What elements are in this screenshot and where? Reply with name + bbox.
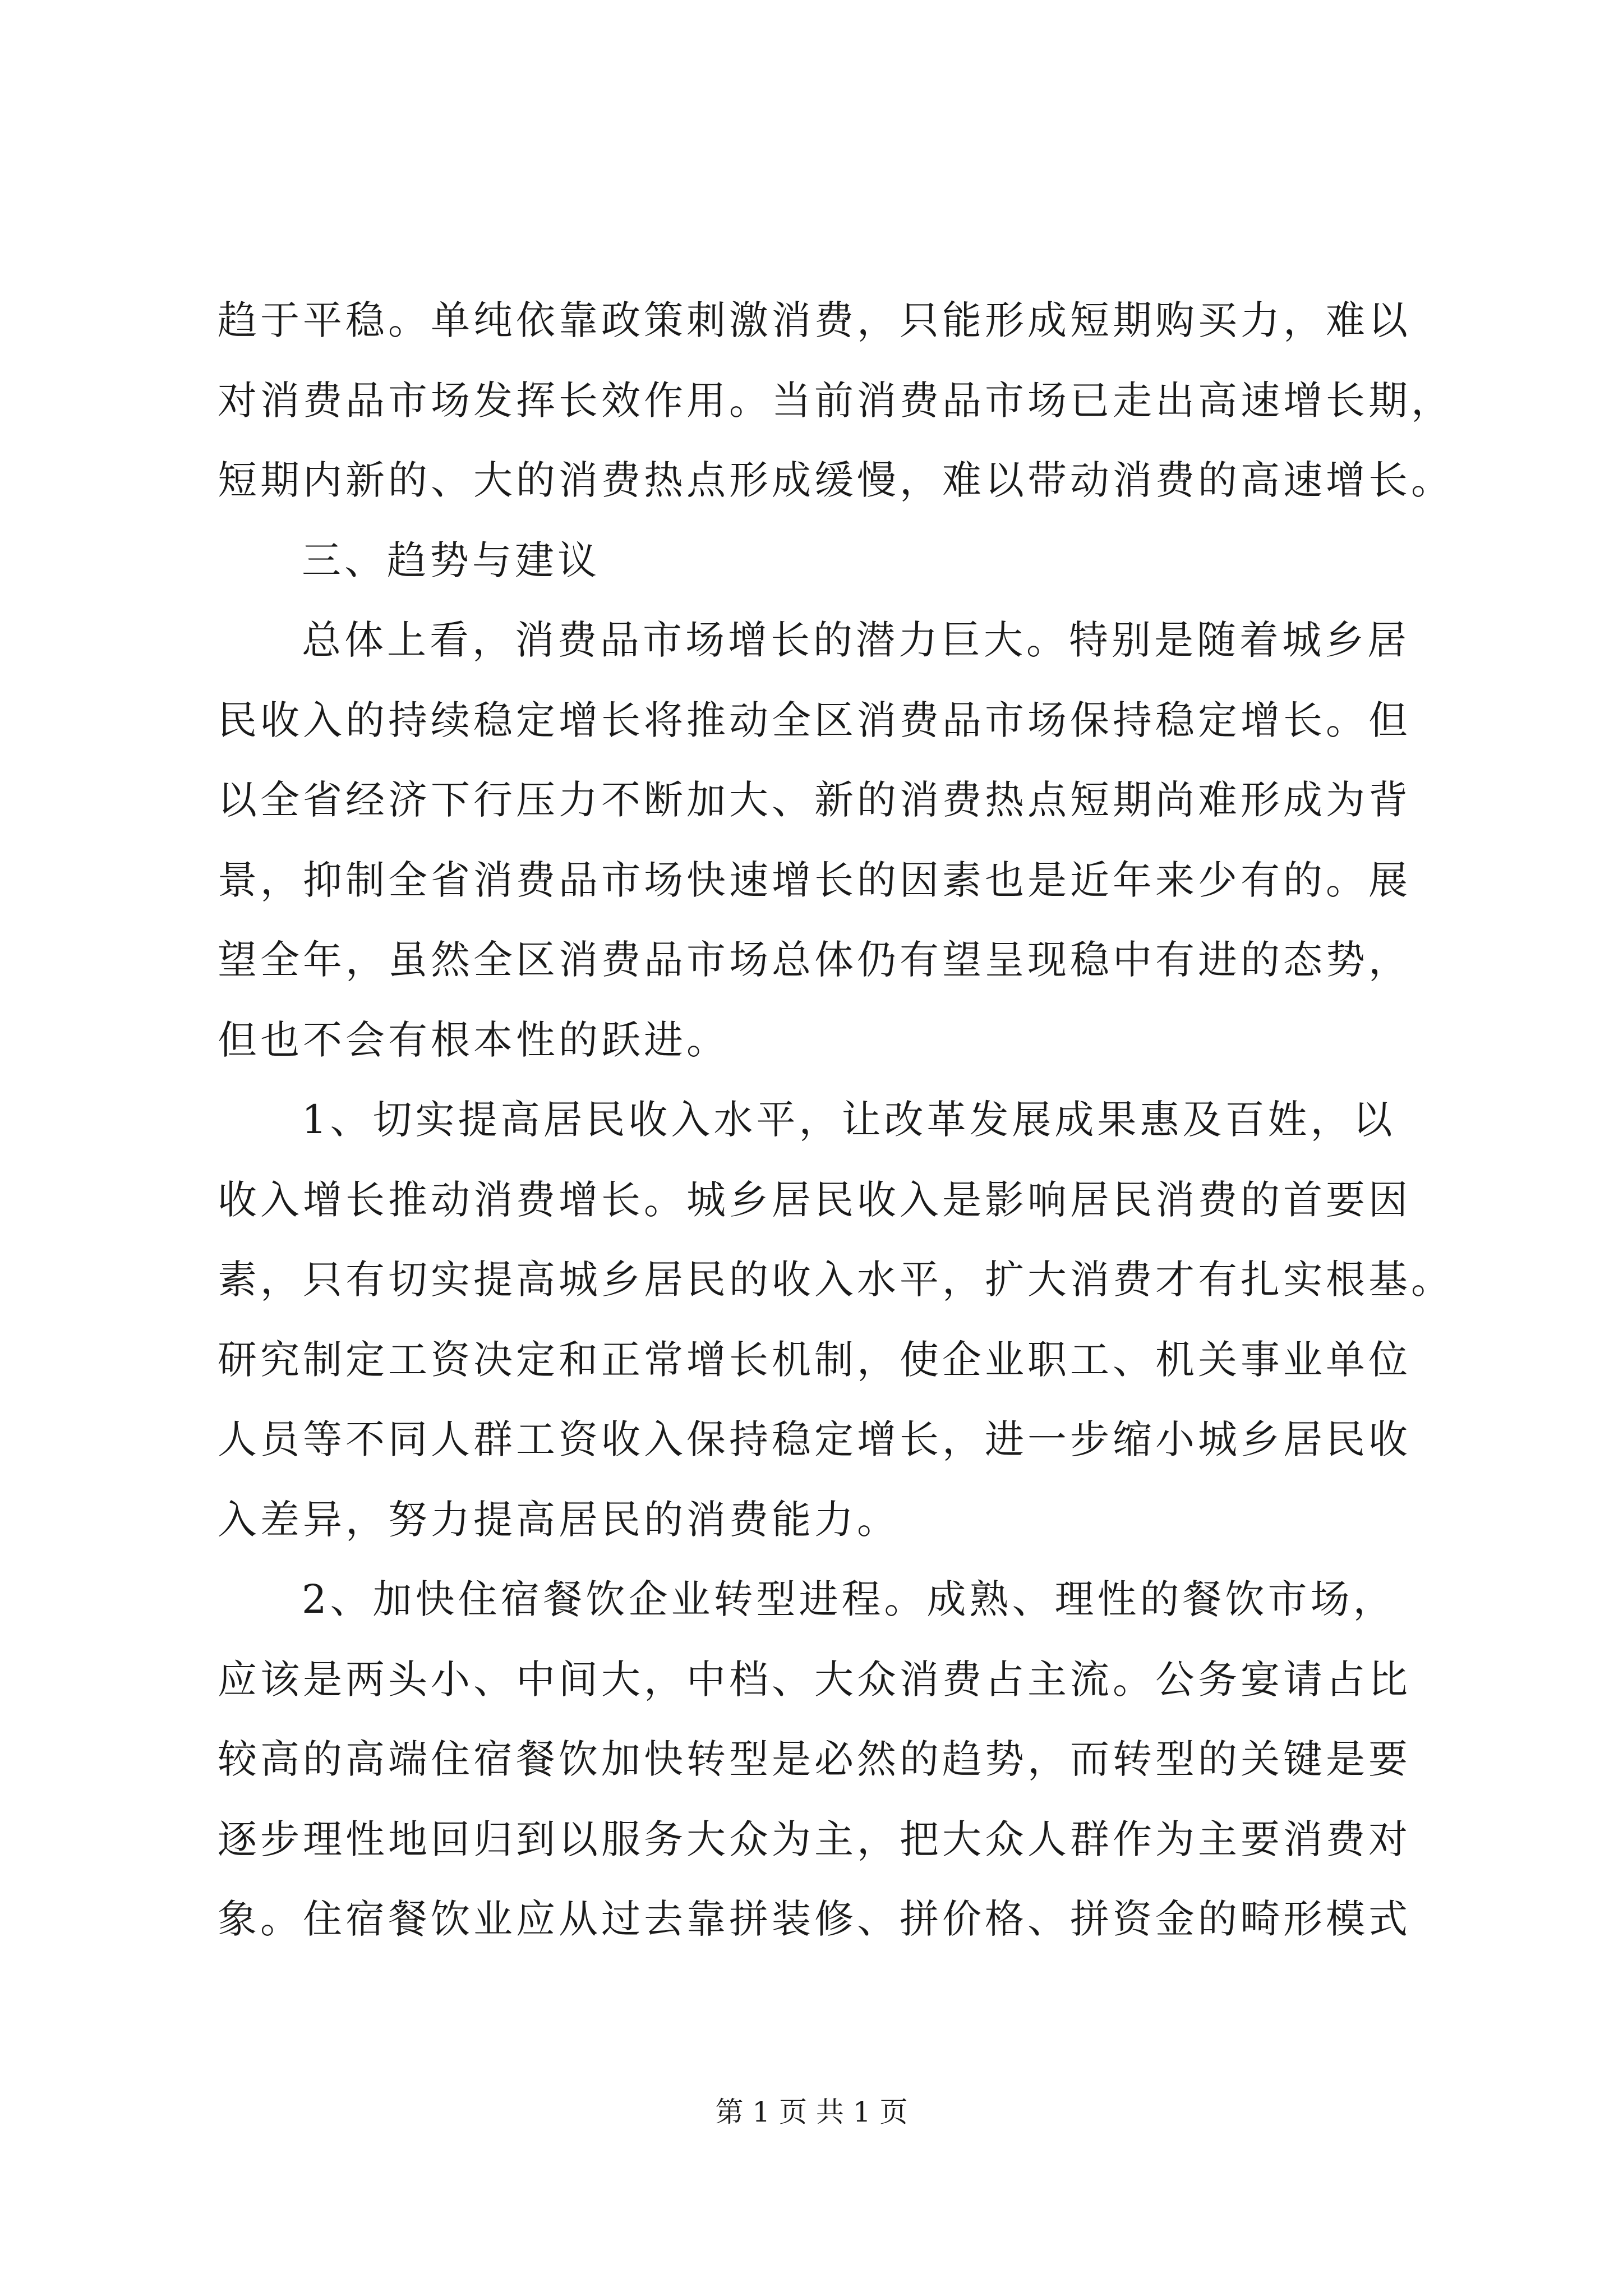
text-line: 象。住宿餐饮业应从过去靠拼装修、拼价格、拼资金的畸形模式 <box>218 1896 1411 1942</box>
text-line: 以全省经济下行压力不断加大、新的消费热点短期尚难形成为背 <box>218 777 1411 823</box>
page-footer <box>0 2095 1623 2129</box>
body-text <box>218 280 1479 1959</box>
text-line: 但也不会有根本性的跃进。 <box>218 1016 729 1063</box>
text-line: 1、切实提高居民收入水平，让改革发展成果惠及百姓，以 <box>302 1097 1396 1143</box>
text-line: 景，抑制全省消费品市场快速增长的因素也是近年来少有的。展 <box>218 857 1411 903</box>
text-line: 素，只有切实提高城乡居民的收入水平，扩大消费才有扎实根基。 <box>218 1257 1454 1303</box>
text-line: 望全年，虽然全区消费品市场总体仍有望呈现稳中有进的态势， <box>218 937 1411 983</box>
text-line: 对消费品市场发挥长效作用。当前消费品市场已走出高速增长期， <box>218 377 1454 424</box>
text-line: 短期内新的、大的消费热点形成缓慢，难以带动消费的高速增长。 <box>218 457 1454 503</box>
section-heading: 三、趋势与建议 <box>302 537 600 583</box>
text-line: 较高的高端住宿餐饮加快转型是必然的趋势，而转型的关键是要 <box>218 1736 1411 1782</box>
text-line: 入差异，努力提高居民的消费能力。 <box>218 1496 900 1543</box>
text-line: 逐步理性地回归到以服务大众为主，把大众人群作为主要消费对 <box>218 1816 1411 1862</box>
text-line: 人员等不同人群工资收入保持稳定增长，进一步缩小城乡居民收 <box>218 1416 1411 1462</box>
text-line: 研究制定工资决定和正常增长机制，使企业职工、机关事业单位 <box>218 1336 1411 1383</box>
page-number-label: 第 1 页 共 1 页 <box>715 2096 908 2128</box>
text-line: 民收入的持续稳定增长将推动全区消费品市场保持稳定增长。但 <box>218 697 1411 743</box>
text-line: 收入增长推动消费增长。城乡居民收入是影响居民消费的首要因 <box>218 1176 1411 1223</box>
text-line: 总体上看，消费品市场增长的潜力巨大。特别是随着城乡居 <box>302 617 1410 663</box>
text-line: 趋于平稳。单纯依靠政策刺激消费，只能形成短期购买力，难以 <box>218 297 1411 343</box>
text-line: 应该是两头小、中间大，中档、大众消费占主流。公务宴请占比 <box>218 1656 1411 1703</box>
text-line: 2、加快住宿餐饮企业转型进程。成熟、理性的餐饮市场， <box>302 1576 1396 1622</box>
